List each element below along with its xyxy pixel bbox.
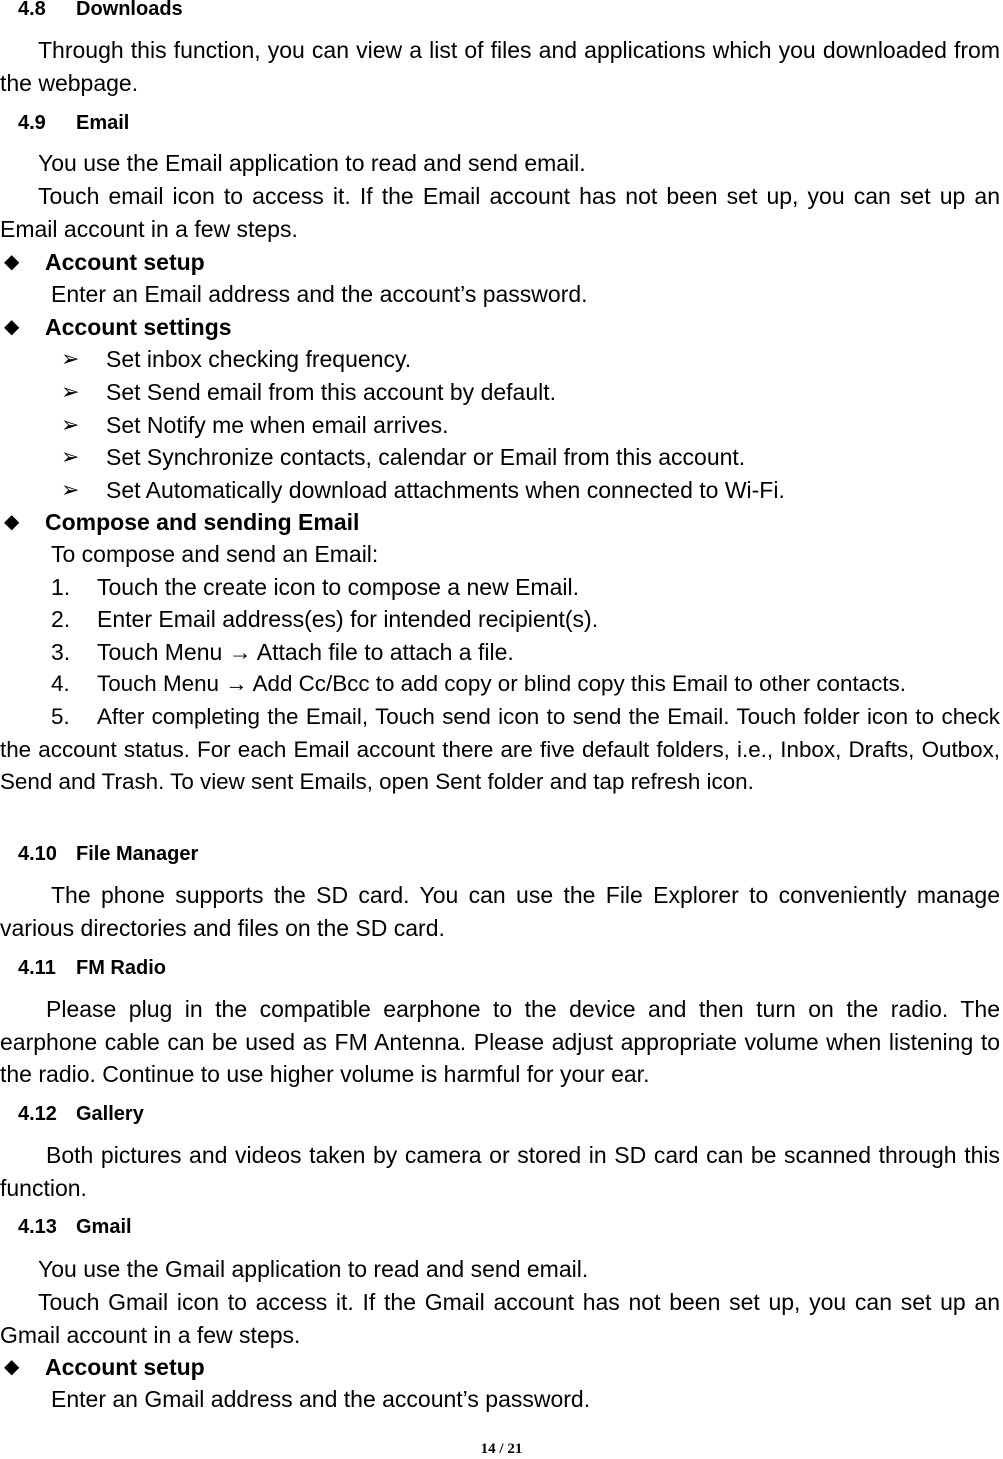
arrow-bullet-icon: ➢ (61, 444, 80, 469)
account-settings-heading: Account settings (45, 314, 232, 340)
email-account-setup-text: Enter an Email address and the account’s password. (51, 281, 588, 307)
email-intro-paragraph: You use the Email application to read and send email. (38, 150, 586, 176)
diamond-bullet-icon: ◆ (4, 251, 20, 273)
step-text: Touch Menu → Add Cc/Bcc to add copy or blind copy this Email to other contacts. (97, 671, 906, 696)
step-text: Touch Menu → Attach file to attach a file. (97, 639, 514, 665)
diamond-bullet-icon: ◆ (4, 316, 20, 338)
downloads-paragraph: Through this function, you can view a list of files and applications which you downloaded from the webpage. (0, 37, 1000, 96)
section-heading-4-10 (18, 840, 198, 868)
arrow-bullet-icon: ➢ (61, 379, 80, 404)
compose-step (51, 603, 598, 635)
step-number: 2. (51, 606, 71, 632)
step-number: 3. (51, 639, 71, 665)
settings-list-item: Set Send email from this account by default. (106, 379, 557, 405)
section-heading-4-8 (18, 0, 183, 23)
email-access-paragraph: Touch email icon to access it. If the Email account has not been set up, you can set up an Email account in a few steps. (0, 183, 1000, 242)
gallery-paragraph: Both pictures and videos taken by camera or stored in SD card can be scanned through this function. (0, 1142, 1000, 1201)
arrow-bullet-icon: ➢ (61, 346, 80, 371)
compose-step (0, 701, 1000, 799)
arrow-bullet-icon: ➢ (61, 412, 80, 437)
section-number: 4.13 (18, 1216, 57, 1238)
gmail-access-paragraph: Touch Gmail icon to access it. If the Gmail account has not been set up, you can set up an Gmail account in a few steps. (0, 1289, 1000, 1348)
section-heading-4-13 (18, 1213, 132, 1241)
step-text: After completing the Email, Touch send icon to send the Email. Touch folder icon to check the account status. For each Email account there are five default folders, i.e., Inbox, Drafts, Outbox, Send and Trash. To view sent Emails, open Sent folder and tap refresh icon. (0, 704, 1000, 794)
section-number: 4.12 (18, 1103, 57, 1125)
section-title: FM Radio (76, 957, 166, 979)
step-number: 5. (51, 704, 70, 729)
section-number: 4.10 (18, 843, 57, 865)
section-heading-4-11 (18, 954, 166, 982)
email-account-setup-heading: Account setup (45, 249, 205, 275)
step-text: Enter Email address(es) for intended recipient(s). (97, 606, 599, 632)
compose-step (51, 668, 906, 700)
settings-list-item: Set Synchronize contacts, calendar or Email from this account. (106, 444, 746, 470)
step-number: 1. (51, 574, 71, 600)
compose-step (51, 571, 579, 603)
settings-list-item: Set inbox checking frequency. (106, 346, 412, 372)
diamond-bullet-icon: ◆ (4, 1356, 20, 1378)
step-number: 4. (51, 671, 70, 696)
section-title: Gmail (76, 1216, 132, 1238)
section-number: 4.8 (18, 0, 46, 20)
section-title: Gallery (76, 1103, 144, 1125)
settings-list-item: Set Notify me when email arrives. (106, 412, 449, 438)
gmail-account-setup-heading: Account setup (45, 1354, 205, 1380)
page-number: 14 / 21 (480, 1441, 523, 1457)
gmail-account-setup-text: Enter an Gmail address and the account’s password. (51, 1386, 591, 1412)
gmail-intro-paragraph: You use the Gmail application to read and send email. (38, 1256, 589, 1282)
section-title: Email (76, 112, 130, 134)
compose-step (51, 636, 514, 668)
compose-intro: To compose and send an Email: (51, 541, 379, 567)
compose-email-heading: Compose and sending Email (45, 509, 360, 535)
section-heading-4-9 (18, 109, 129, 137)
fm-radio-paragraph: Please plug in the compatible earphone to the device and then turn on the radio. The earphone cable can be used as FM Antenna. Please adjust appropriate volume when listening to the radio. Continue to use higher volume is harmful for your ear. (0, 996, 1000, 1087)
section-heading-4-12 (18, 1100, 144, 1128)
section-number: 4.9 (18, 112, 46, 134)
step-text: Touch the create icon to compose a new Email. (97, 574, 579, 600)
diamond-bullet-icon: ◆ (4, 511, 20, 533)
section-number: 4.11 (18, 957, 56, 979)
settings-list-item: Set Automatically download attachments when connected to Wi-Fi. (106, 477, 785, 503)
file-manager-paragraph: The phone supports the SD card. You can use the File Explorer to conveniently manage various directories and files on the SD card. (0, 882, 1000, 941)
arrow-bullet-icon: ➢ (61, 477, 80, 502)
section-title: File Manager (76, 843, 199, 865)
section-title: Downloads (76, 0, 183, 20)
